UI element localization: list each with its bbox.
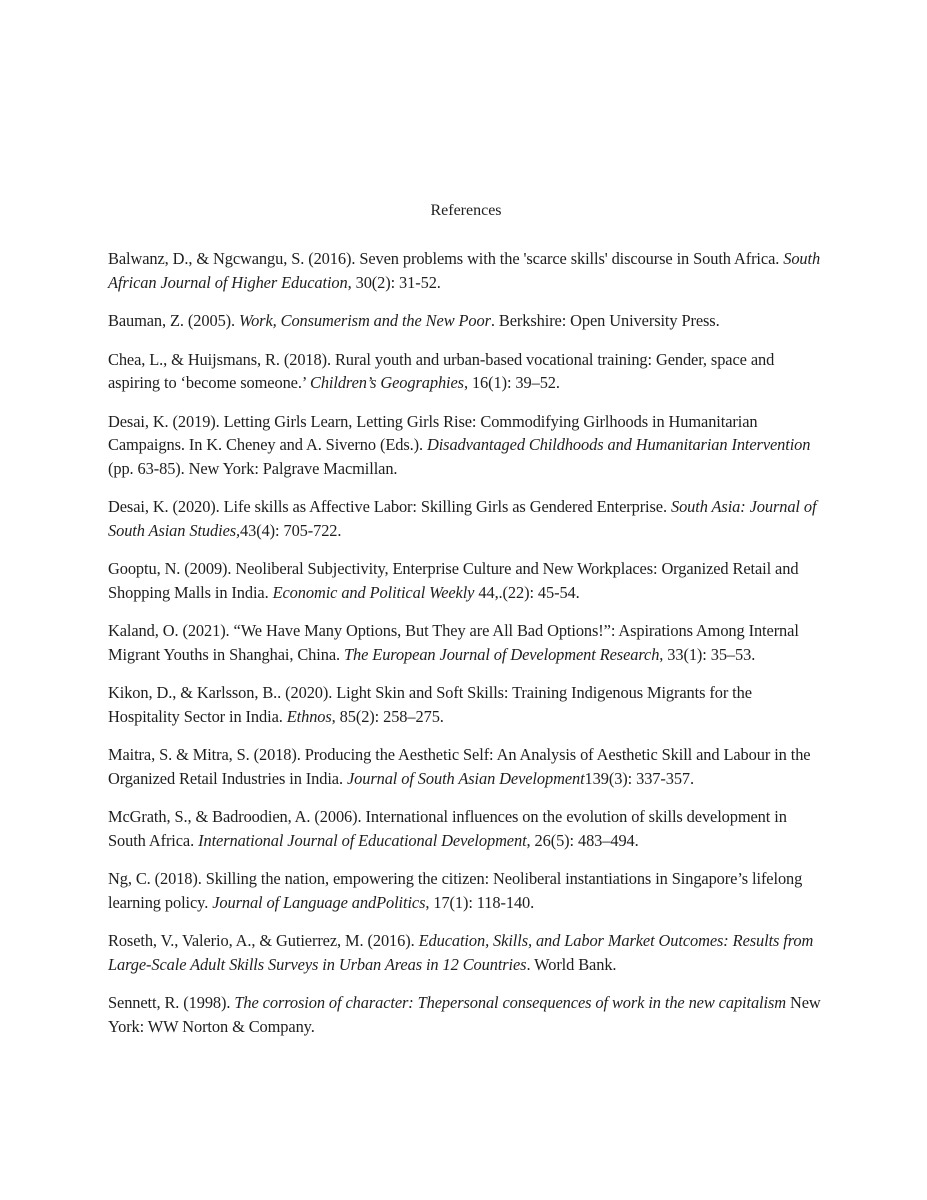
reference-entry: Maitra, S. & Mitra, S. (2018). Producing the Aesthetic Self: An Analysis of Aesthetic Skill and Labour in the Organized Retail Industries in India. Journal of South Asian Development139(3): 337-357.: [108, 745, 811, 788]
reference-entry: Kaland, O. (2021). “We Have Many Options, But They are All Bad Options!”: Aspirations Among Internal Migrant Youths in Shanghai, China. The European Journal of Development Research, 33(1): 35–53.: [108, 621, 799, 664]
reference-entry: Kikon, D., & Karlsson, B.. (2020). Light Skin and Soft Skills: Training Indigenous Migrants for the Hospitality Sector in India. Ethnos, 85(2): 258–275.: [108, 683, 752, 726]
reference-entry: Sennett, R. (1998). The corrosion of character: Thepersonal consequences of work in the new capitalism New York: WW Norton & Company.: [108, 993, 821, 1036]
reference-entry: Roseth, V., Valerio, A., & Gutierrez, M. (2016). Education, Skills, and Labor Market Outcomes: Results from Large-Scale Adult Skills Surveys in Urban Areas in 12 Countries. World Bank.: [108, 931, 814, 974]
reference-entry: Ng, C. (2018). Skilling the nation, empowering the citizen: Neoliberal instantiations in Singapore’s lifelong learning policy. Journal of Language andPolitics, 17(1): 118-140.: [108, 869, 803, 912]
reference-entry: McGrath, S., & Badroodien, A. (2006). International influences on the evolution of skills development in South Africa. International Journal of Educational Development, 26(5): 483–494.: [108, 807, 787, 850]
references-page: [108, 200, 824, 1053]
reference-entry: Desai, K. (2019). Letting Girls Learn, Letting Girls Rise: Commodifying Girlhoods in Humanitarian Campaigns. In K. Cheney and A. Siverno (Eds.). Disadvantaged Childhoods and Humanitarian Intervention (pp. 63-85). New York: Palgrave Macmillan.: [108, 411, 811, 478]
reference-entry: Bauman, Z. (2005). Work, Consumerism and the New Poor. Berkshire: Open University Press.: [108, 311, 720, 330]
reference-entry: Balwanz, D., & Ngcwangu, S. (2016). Seven problems with the 'scarce skills' discourse in South Africa. South African Journal of Higher Education, 30(2): 31-52.: [108, 249, 821, 292]
references-heading: References: [430, 202, 502, 219]
reference-entry: Gooptu, N. (2009). Neoliberal Subjectivity, Enterprise Culture and New Workplaces: Organized Retail and Shopping Malls in India. Economic and Political Weekly 44,.(22): 45-54.: [108, 559, 799, 602]
reference-entry: Desai, K. (2020). Life skills as Affective Labor: Skilling Girls as Gendered Enterprise. South Asia: Journal of South Asian Studies,43(4): 705-722.: [108, 497, 817, 540]
reference-entry: Chea, L., & Huijsmans, R. (2018). Rural youth and urban-based vocational training: Gender, space and aspiring to ‘become someone.’ Children’s Geographies, 16(1): 39–52.: [108, 349, 775, 392]
